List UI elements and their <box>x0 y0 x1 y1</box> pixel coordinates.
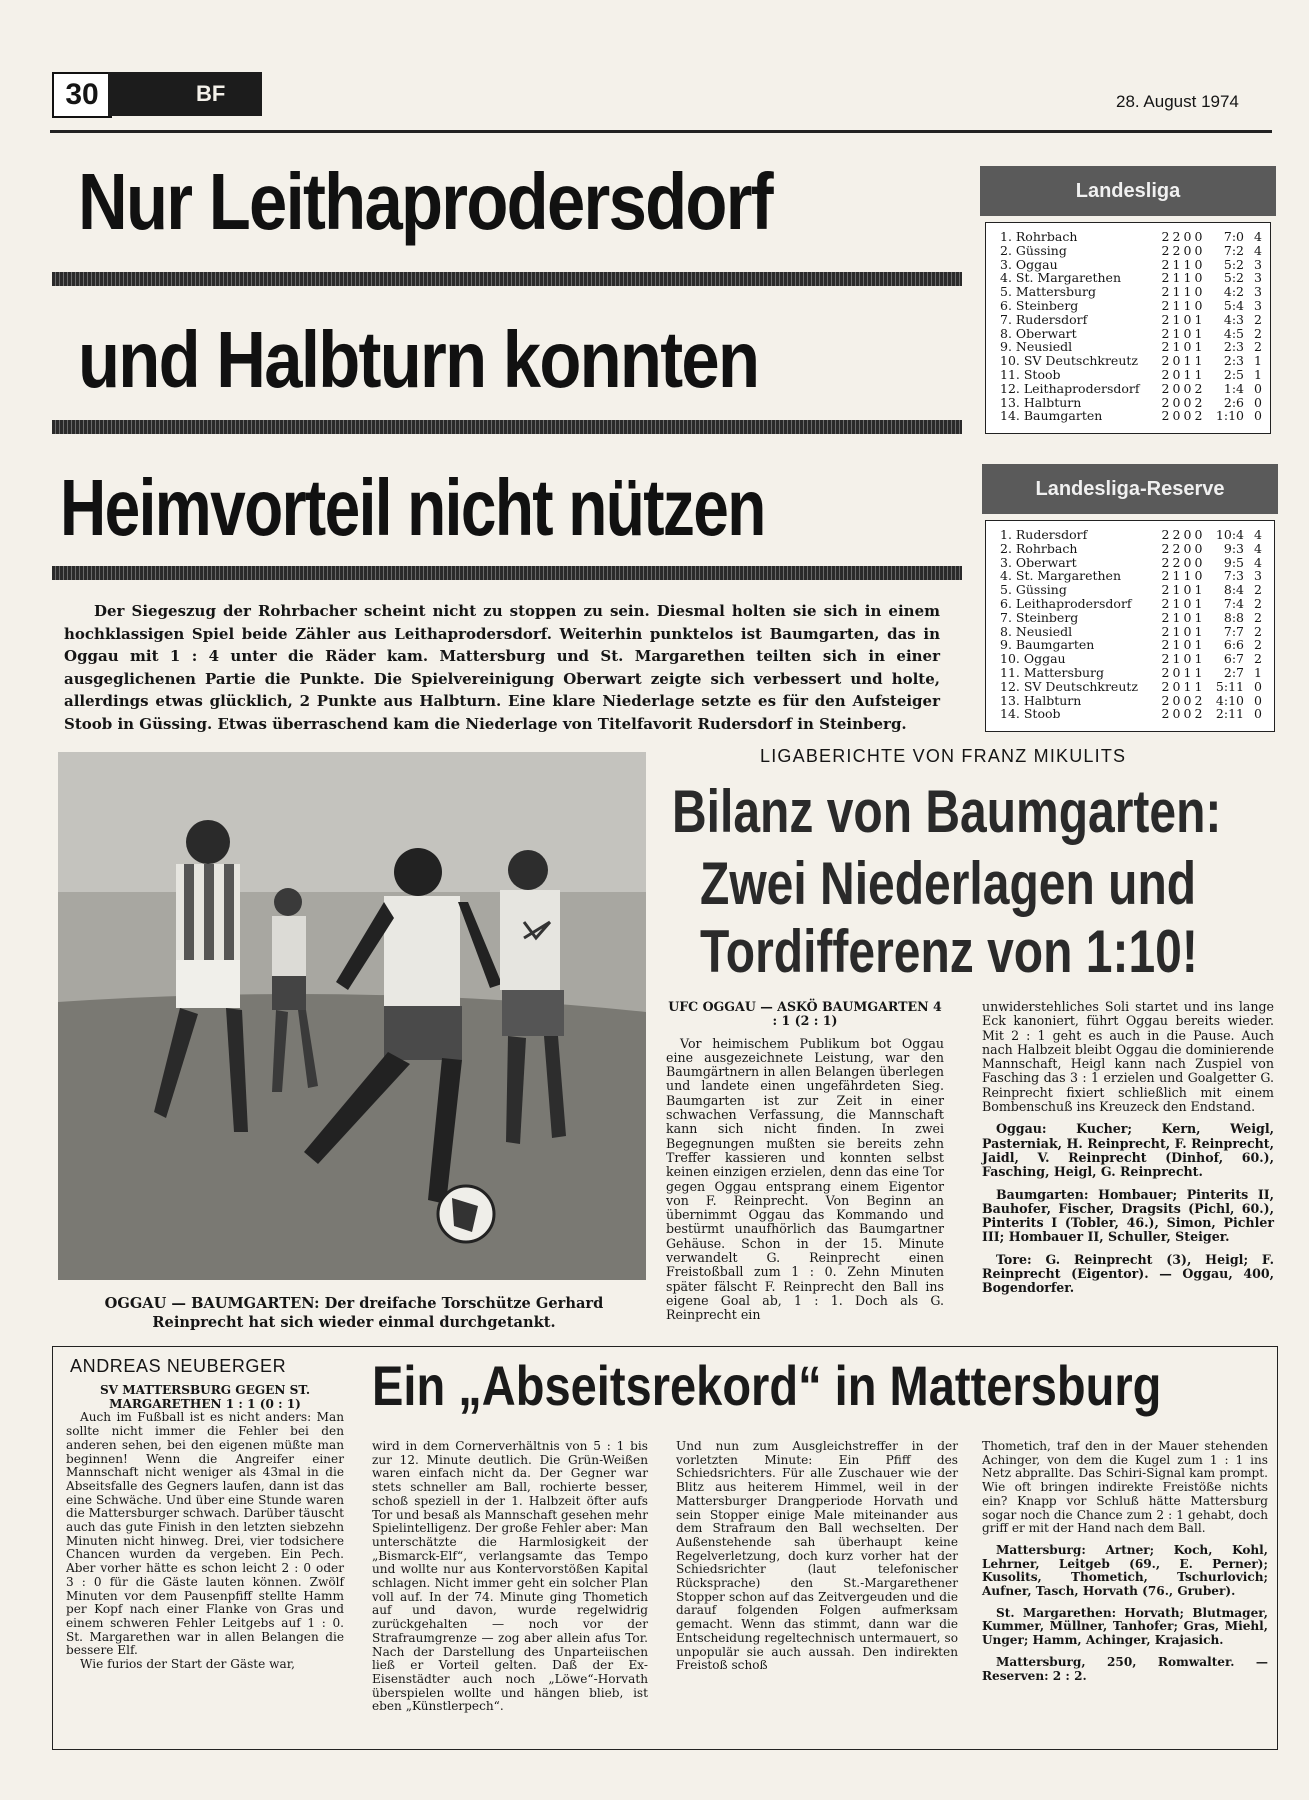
cell-d: 1 <box>1183 297 1192 313</box>
cell-goals: 7:2 <box>1223 242 1244 258</box>
landesliga-title: Landesliga <box>980 166 1276 216</box>
standings-row <box>1000 327 1262 341</box>
cell-d: 1 <box>1183 270 1192 286</box>
cell-team: 11. Mattersburg <box>1000 664 1104 680</box>
cell-pts: 4 <box>1254 527 1262 542</box>
cell-goals: 7:3 <box>1223 568 1244 584</box>
cell-s: 2 <box>1161 339 1170 355</box>
cell-team: 7. Rudersdorf <box>1000 311 1088 327</box>
photo-caption: OGGAU — BAUMGARTEN: Der dreifache Torschütze Gerhard Reinprecht hat sich wieder einmal durchgetankt. <box>104 1295 604 1331</box>
match-photo <box>58 752 646 1280</box>
cell-w: 1 <box>1172 582 1181 598</box>
article2-text-1b: Wie furios der Start der Gäste war, <box>80 1657 296 1672</box>
cell-d: 0 <box>1183 311 1192 327</box>
cell-s: 2 <box>1161 270 1170 286</box>
cell-l: 0 <box>1194 527 1203 542</box>
cell-w: 2 <box>1172 554 1181 570</box>
cell-d: 0 <box>1183 540 1192 556</box>
cell-d: 1 <box>1183 366 1192 382</box>
article2-lineup-mattersburg: Mattersburg: Artner; Koch, Kohl, Lehrner, Leitgeb (69., E. Perner); Kusolits, Thometich, Tschurlovich; Aufner, Tasch, Horvath (76., Gruber). <box>982 1542 1268 1599</box>
cell-pts: 2 <box>1254 595 1262 611</box>
cell-goals: 6:7 <box>1223 651 1244 667</box>
cell-goals: 4:10 <box>1215 692 1244 708</box>
cell-l: 0 <box>1194 229 1203 244</box>
cell-s: 2 <box>1161 595 1170 611</box>
standings-row <box>1000 340 1262 354</box>
cell-pts: 2 <box>1254 339 1262 355</box>
article2-col-2 <box>372 1440 648 1714</box>
cell-l: 1 <box>1194 353 1203 369</box>
cell-l: 1 <box>1194 366 1203 382</box>
cell-s: 2 <box>1161 366 1170 382</box>
cell-w: 1 <box>1172 284 1181 300</box>
cell-pts: 0 <box>1254 706 1262 722</box>
cell-s: 2 <box>1161 325 1170 341</box>
article1-col-1 <box>666 1000 944 1323</box>
cell-d: 1 <box>1183 568 1192 584</box>
cell-w: 1 <box>1172 623 1181 639</box>
cell-d: 1 <box>1183 353 1192 369</box>
byline-neuberger: ANDREAS NEUBERGER <box>70 1356 287 1376</box>
cell-d: 0 <box>1183 229 1192 244</box>
standings-row <box>1000 258 1262 272</box>
cell-pts: 3 <box>1254 284 1262 300</box>
article2-col-4 <box>982 1440 1268 1683</box>
cell-s: 2 <box>1161 408 1170 424</box>
article2-col-1 <box>66 1384 344 1672</box>
cell-d: 0 <box>1183 623 1192 639</box>
cell-w: 1 <box>1172 297 1181 313</box>
cell-team: 8. Neusiedl <box>1000 623 1073 639</box>
cell-w: 0 <box>1172 408 1181 424</box>
page-number: 30 <box>52 72 112 118</box>
cell-w: 1 <box>1172 609 1181 625</box>
cell-s: 2 <box>1161 527 1170 542</box>
cell-s: 2 <box>1161 568 1170 584</box>
cell-s: 2 <box>1161 706 1170 722</box>
cell-team: 12. Leithaprodersdorf <box>1000 380 1140 396</box>
article1-headline-1: Bilanz von Baumgarten: <box>672 778 1222 845</box>
standings-row <box>1000 707 1262 721</box>
cell-goals: 8:8 <box>1223 609 1244 625</box>
cell-goals: 2:5 <box>1223 366 1244 382</box>
cell-l: 1 <box>1194 623 1203 639</box>
cell-w: 1 <box>1172 256 1181 272</box>
cell-goals: 7:4 <box>1223 595 1244 611</box>
standings-row <box>1000 625 1262 639</box>
cell-l: 0 <box>1194 568 1203 584</box>
headline-divider-2 <box>52 420 962 434</box>
standings-row <box>1000 244 1262 258</box>
cell-d: 0 <box>1183 339 1192 355</box>
standings-row <box>1000 354 1262 368</box>
cell-team: 2. Güssing <box>1000 242 1067 258</box>
headline-line-2: und Halbturn konnten <box>78 315 759 404</box>
cell-goals: 2:3 <box>1223 353 1244 369</box>
standings-row <box>1000 368 1262 382</box>
article2-text-2: wird in dem Cornerverhältnis von 5 : 1 bis zur 12. Minute deutlich. Die Grün-Weißen waren einfach nicht da. Der Gegner war stets schneller am Ball, rochierte besser, schoß speziell in der 1. Halbzeit öfter aufs Tor und besaß als Mannschaft gesehen mehr Spielintelligenz. Der große Fehler aber: Man unterschätzte die Harmlosigkeit der „Bismarck-Elf“, verlangsamte das Tempo und wollte nur aus Kontervorstößen Kapital schlagen. Nicht immer geht ein solcher Plan voll auf. In der 74. Minute ging Thometich auf und davon, wurde regelwidrig zurückgehalten — noch vor der Strafraumgrenze — zog aber allein afus Tor. Nach der Darstellung des Unparteiischen ließ er Vorteil gelten. Daß der Ex-Eisenstädter auch noch „Löwe“-Horvath überspielen wollte und hängen blieb, ist eben „Künstlerpech“. <box>372 1439 648 1714</box>
cell-pts: 4 <box>1254 229 1262 244</box>
cell-w: 2 <box>1172 229 1181 244</box>
cell-l: 1 <box>1194 651 1203 667</box>
cell-team: 4. St. Margarethen <box>1000 270 1122 286</box>
cell-d: 0 <box>1183 380 1192 396</box>
cell-w: 1 <box>1172 595 1181 611</box>
cell-l: 0 <box>1194 284 1203 300</box>
cell-team: 4. St. Margarethen <box>1000 568 1122 584</box>
cell-w: 1 <box>1172 339 1181 355</box>
cell-goals: 10:4 <box>1215 527 1244 542</box>
cell-goals: 2:6 <box>1223 394 1244 410</box>
cell-w: 0 <box>1172 706 1181 722</box>
cell-team: 3. Oberwart <box>1000 554 1077 570</box>
cell-w: 0 <box>1172 664 1181 680</box>
cell-pts: 1 <box>1254 366 1262 382</box>
article2-text-3: Und nun zum Ausgleichstreffer in der vorletzten Minute: Ein Pfiff des Schiedsrichters. Für alle Zuschauer wie der Blitz aus heiterem Himmel, weil in der Mattersburger Drangperiode Horvath und sein Stopper einige Male miteinander aus dem Strafraum den Ball wechselten. Der Außenstehende sah überhaupt keine Regelverletzung, doch kurz vorher hat der Schiedsrichter (laut telefonischer Rücksprache) den St.-Margarethener Stopper schon auf das Zeitvergeuden und die darauf folgenden Folgen aufmerksam gemacht. Wenn das stimmt, dann war die Entscheidung regeltechnisch untermauert, so unpopulär sie auch aussah. Den indirekten Freistoß schoß <box>676 1439 958 1673</box>
cell-l: 0 <box>1194 540 1203 556</box>
standings-row <box>1000 638 1262 652</box>
cell-s: 2 <box>1161 651 1170 667</box>
standings-row <box>1000 313 1262 327</box>
article2-text-1: Auch im Fußball ist es nicht anders: Man sollte nicht immer die Fehler bei den anderen sehen, bei den eigenen müßte man beginnen! Wenn die Angreifer einer Mannschaft nicht weniger als 43mal in die Abseitsfalle des Gegners laufen, dann ist das eine Schwäche. Und über eine Stunde waren die Mattersburger schwach. Darüber täuscht auch das gute Finish in den letzten siebzehn Minuten nicht hinweg. Drei, vier todsichere Chancen wurden da vergeben. Ein Pech. Aber vorher hätte es schon leicht 2 : 0 oder 3 : 0 für die Gäste lauten können. Zwölf Minuten vor dem Pausenpfiff stellte Hamm per Kopf nach einer Flanke von Gras und einem schweren Fehler Leitgebs auf 1 : 0. St. Margarethen war in allen Belangen die bessere Elf. <box>66 1410 344 1658</box>
cell-goals: 7:7 <box>1223 623 1244 639</box>
section-tag <box>108 72 262 116</box>
cell-s: 2 <box>1161 609 1170 625</box>
reserve-table <box>985 520 1275 732</box>
cell-goals: 8:4 <box>1223 582 1244 598</box>
cell-goals: 2:7 <box>1223 664 1244 680</box>
cell-goals: 1:10 <box>1215 408 1244 424</box>
article1-body-cont: unwiderstehliches Soli startet und ins lange Eck kanoniert, führt Oggau bereits wieder. Mit 2 : 1 geht es auch in die Pause. Auch nach Halbzeit bleibt Oggau die dominierende Mannschaft, Heigl kann nach Zuspiel von Fasching das 3 : 1 erzielen und Goalgetter G. Reinprecht fixiert schließlich mit einem Bombenschuß ins Kreuzeck den Endstand. <box>982 999 1274 1115</box>
cell-team: 3. Oggau <box>1000 256 1058 272</box>
cell-s: 2 <box>1161 678 1170 694</box>
landesliga-table <box>985 222 1271 434</box>
standings-row <box>1000 597 1262 611</box>
cell-pts: 4 <box>1254 554 1262 570</box>
article1-lineup-oggau: Oggau: Kucher; Kern, Weigl, Pasterniak, H. Reinprecht, F. Reinprecht, Jaidl, V. Reinprecht (Dinhof, 60.), Fasching, Heigl, G. Reinprecht. <box>982 1121 1274 1180</box>
cell-s: 2 <box>1161 284 1170 300</box>
cell-pts: 4 <box>1254 540 1262 556</box>
standings-row <box>1000 271 1262 285</box>
cell-goals: 9:5 <box>1223 554 1244 570</box>
cell-s: 2 <box>1161 664 1170 680</box>
cell-s: 2 <box>1161 311 1170 327</box>
cell-s: 2 <box>1161 297 1170 313</box>
cell-pts: 3 <box>1254 256 1262 272</box>
cell-pts: 0 <box>1254 408 1262 424</box>
cell-pts: 4 <box>1254 242 1262 258</box>
headline-divider-3 <box>52 566 962 580</box>
cell-w: 0 <box>1172 353 1181 369</box>
issue-date: 28. August 1974 <box>1116 92 1239 111</box>
header-rule <box>50 130 1272 133</box>
cell-w: 1 <box>1172 311 1181 327</box>
cell-l: 1 <box>1194 609 1203 625</box>
cell-team: 13. Halbturn <box>1000 394 1082 410</box>
standings-row <box>1000 542 1262 556</box>
cell-team: 5. Mattersburg <box>1000 284 1097 300</box>
standings-row <box>1000 569 1262 583</box>
cell-goals: 5:11 <box>1215 678 1244 694</box>
cell-d: 0 <box>1183 408 1192 424</box>
football-players-illustration <box>58 752 646 1280</box>
cell-pts: 0 <box>1254 380 1262 396</box>
cell-d: 0 <box>1183 582 1192 598</box>
cell-l: 1 <box>1194 325 1203 341</box>
cell-l: 2 <box>1194 380 1203 396</box>
article1-match-line: UFC OGGAU — ASKÖ BAUMGARTEN 4 : 1 (2 : 1) <box>668 999 942 1029</box>
cell-d: 0 <box>1183 527 1192 542</box>
cell-w: 1 <box>1172 651 1181 667</box>
cell-goals: 1:4 <box>1223 380 1244 396</box>
cell-s: 2 <box>1161 394 1170 410</box>
standings-row <box>1000 694 1262 708</box>
cell-team: 13. Halbturn <box>1000 692 1082 708</box>
cell-pts: 2 <box>1254 623 1262 639</box>
lead-paragraph: Der Siegeszug der Rohrbacher scheint nicht zu stoppen zu sein. Diesmal holten sie sich in einem hochklassigen Spiel beide Zähler aus Leithaprodersdorf. Weiterhin punktelos ist Baumgarten, das in Oggau mit 1 : 4 unter die Räder kam. Mattersburg und St. Margarethen teilten sich in einer ausgeglichenen Partie die Punkte. Die Spielvereinigung Oberwart zeigte sich verbessert und holte, allerdings etwas glücklich, 2 Punkte aus Halbturn. Eine klare Niederlage setzte es für den Aufsteiger Stoob in Güssing. Etwas überraschend kam die Niederlage von Titelfavorit Rudersdorf in Steinberg. <box>64 602 940 733</box>
standings-row <box>1000 611 1262 625</box>
cell-s: 2 <box>1161 380 1170 396</box>
cell-l: 1 <box>1194 678 1203 694</box>
cell-pts: 1 <box>1254 664 1262 680</box>
cell-goals: 5:4 <box>1223 297 1244 313</box>
cell-team: 10. Oggau <box>1000 651 1066 667</box>
cell-l: 0 <box>1194 297 1203 313</box>
cell-s: 2 <box>1161 623 1170 639</box>
standings-row <box>1000 409 1262 423</box>
cell-d: 0 <box>1183 554 1192 570</box>
article1-headline-3: Tordifferenz von 1:10! <box>700 918 1198 985</box>
cell-w: 0 <box>1172 678 1181 694</box>
cell-w: 0 <box>1172 366 1181 382</box>
cell-d: 0 <box>1183 651 1192 667</box>
cell-l: 1 <box>1194 595 1203 611</box>
standings-row <box>1000 285 1262 299</box>
cell-team: 6. Leithaprodersdorf <box>1000 595 1132 611</box>
cell-w: 0 <box>1172 692 1181 708</box>
cell-s: 2 <box>1161 554 1170 570</box>
cell-goals: 2:11 <box>1215 706 1244 722</box>
cell-w: 1 <box>1172 637 1181 653</box>
standings-row <box>1000 299 1262 313</box>
cell-team: 7. Steinberg <box>1000 609 1079 625</box>
cell-team: 9. Baumgarten <box>1000 637 1095 653</box>
cell-team: 1. Rudersdorf <box>1000 527 1088 542</box>
cell-team: 12. SV Deutschkreutz <box>1000 678 1138 694</box>
cell-goals: 4:3 <box>1223 311 1244 327</box>
article2-lineup-margarethen: St. Margarethen: Horvath; Blutmager, Kummer, Müllner, Tanhofer; Gras, Miehl, Unger; Hamm, Achinger, Krajasich. <box>982 1605 1268 1648</box>
cell-pts: 0 <box>1254 692 1262 708</box>
cell-w: 2 <box>1172 527 1181 542</box>
cell-pts: 2 <box>1254 311 1262 327</box>
standings-row <box>1000 396 1262 410</box>
cell-goals: 4:2 <box>1223 284 1244 300</box>
standings-row <box>1000 583 1262 597</box>
landesliga-standings <box>1000 230 1262 423</box>
cell-pts: 1 <box>1254 353 1262 369</box>
cell-w: 1 <box>1172 568 1181 584</box>
cell-goals: 5:2 <box>1223 256 1244 272</box>
cell-goals: 4:5 <box>1223 325 1244 341</box>
standings-row <box>1000 680 1262 694</box>
cell-pts: 3 <box>1254 270 1262 286</box>
article2-headline: Ein „Abseitsrekord“ in Mattersburg <box>372 1354 1162 1417</box>
article1-col-2 <box>982 1000 1274 1296</box>
cell-team: 9. Neusiedl <box>1000 339 1073 355</box>
cell-l: 2 <box>1194 706 1203 722</box>
cell-s: 2 <box>1161 256 1170 272</box>
cell-goals: 9:3 <box>1223 540 1244 556</box>
cell-l: 2 <box>1194 394 1203 410</box>
cell-d: 0 <box>1183 609 1192 625</box>
cell-w: 2 <box>1172 540 1181 556</box>
article2-text-4: Thometich, traf den in der Mauer stehenden Achinger, von dem die Kugel zum 1 : 1 ins Netz abprallte. Das Schiri-Signal kam prompt. Wie oft bringen indirekte Freistöße nichts ein? Knapp vor Schluß hätte Mattersburg sogar noch die Chance zum 2 : 1 gehabt, doch griff er mit der Hand nach dem Ball. <box>982 1439 1268 1536</box>
cell-team: 1. Rohrbach <box>1000 229 1078 244</box>
cell-l: 1 <box>1194 311 1203 327</box>
cell-d: 1 <box>1183 284 1192 300</box>
cell-pts: 0 <box>1254 394 1262 410</box>
cell-s: 2 <box>1161 540 1170 556</box>
article2-match-line: SV MATTERSBURG GEGEN ST. MARGARETHEN 1 : 1 (0 : 1) <box>99 1383 311 1411</box>
cell-d: 1 <box>1183 256 1192 272</box>
cell-w: 1 <box>1172 270 1181 286</box>
cell-team: 14. Baumgarten <box>1000 408 1103 424</box>
cell-d: 0 <box>1183 595 1192 611</box>
cell-l: 1 <box>1194 339 1203 355</box>
cell-d: 0 <box>1183 394 1192 410</box>
cell-goals: 6:6 <box>1223 637 1244 653</box>
reserve-title: Landesliga-Reserve <box>982 464 1278 514</box>
section-label: BF <box>196 81 226 106</box>
cell-l: 1 <box>1194 582 1203 598</box>
cell-team: 8. Oberwart <box>1000 325 1077 341</box>
cell-team: 2. Rohrbach <box>1000 540 1078 556</box>
cell-pts: 2 <box>1254 582 1262 598</box>
cell-l: 0 <box>1194 270 1203 286</box>
cell-w: 2 <box>1172 242 1181 258</box>
cell-d: 1 <box>1183 664 1192 680</box>
headline-line-3: Heimvorteil nicht nützen <box>60 463 765 552</box>
cell-l: 1 <box>1194 637 1203 653</box>
cell-d: 0 <box>1183 325 1192 341</box>
standings-row <box>1000 230 1262 244</box>
cell-pts: 2 <box>1254 651 1262 667</box>
headline-line-1: Nur Leithaprodersdorf <box>78 157 772 246</box>
cell-l: 2 <box>1194 692 1203 708</box>
cell-w: 1 <box>1172 325 1181 341</box>
cell-d: 0 <box>1183 692 1192 708</box>
cell-d: 0 <box>1183 637 1192 653</box>
cell-team: 6. Steinberg <box>1000 297 1079 313</box>
article1-lineup-baumgarten: Baumgarten: Hombauer; Pinterits II, Bauhofer, Fischer, Dragsits (Pichl, 60.), Pinterits I (Tobler, 46.), Simon, Pichler III; Hombauer II, Schuller, Steiger. <box>982 1186 1274 1245</box>
headline-divider-1 <box>52 272 962 286</box>
standings-row <box>1000 652 1262 666</box>
cell-pts: 3 <box>1254 297 1262 313</box>
cell-pts: 2 <box>1254 325 1262 341</box>
cell-pts: 3 <box>1254 568 1262 584</box>
cell-l: 1 <box>1194 664 1203 680</box>
cell-pts: 2 <box>1254 609 1262 625</box>
standings-row <box>1000 556 1262 570</box>
standings-row <box>1000 666 1262 680</box>
cell-w: 0 <box>1172 394 1181 410</box>
cell-d: 0 <box>1183 242 1192 258</box>
cell-s: 2 <box>1161 637 1170 653</box>
cell-goals: 7:0 <box>1223 229 1244 244</box>
cell-team: 5. Güssing <box>1000 582 1067 598</box>
cell-team: 10. SV Deutschkreutz <box>1000 353 1138 369</box>
cell-goals: 2:3 <box>1223 339 1244 355</box>
cell-s: 2 <box>1161 229 1170 244</box>
reserve-standings <box>1000 528 1262 721</box>
cell-pts: 0 <box>1254 678 1262 694</box>
standings-row <box>1000 528 1262 542</box>
cell-w: 0 <box>1172 380 1181 396</box>
cell-s: 2 <box>1161 242 1170 258</box>
cell-s: 2 <box>1161 353 1170 369</box>
cell-l: 0 <box>1194 242 1203 258</box>
cell-s: 2 <box>1161 692 1170 708</box>
cell-d: 1 <box>1183 678 1192 694</box>
article2-result: Mattersburg, 250, Romwalter. — Reserven: 2 : 2. <box>982 1654 1268 1683</box>
cell-team: 11. Stoob <box>1000 366 1061 382</box>
cell-l: 0 <box>1194 256 1203 272</box>
standings-row <box>1000 382 1262 396</box>
cell-l: 2 <box>1194 408 1203 424</box>
cell-l: 0 <box>1194 554 1203 570</box>
cell-d: 0 <box>1183 706 1192 722</box>
article1-headline-2: Zwei Niederlagen und <box>700 850 1197 917</box>
cell-team: 14. Stoob <box>1000 706 1061 722</box>
article1-scorers: Tore: G. Reinprecht (3), Heigl; F. Reinprecht (Eigentor). — Oggau, 400, Bogendorfer. <box>982 1251 1274 1296</box>
cell-goals: 5:2 <box>1223 270 1244 286</box>
cell-pts: 2 <box>1254 637 1262 653</box>
byline-mikulits: LIGABERICHTE VON FRANZ MIKULITS <box>760 746 1127 766</box>
article1-body: Vor heimischem Publikum bot Oggau eine ausgezeichnete Leistung, war den Baumgärtnern in allen Belangen überlegen und landete einen ungefährdeten Sieg. Baumgarten ist zur Zeit in einer schwachen Verfassung, die Mannschaft kann sich nicht finden. In zwei Begegnungen mußten sie bereits zehn Treffer kassieren und konnten selbst keinen einzigen erzielen, denn das eine Tor gegen Oggau entsprang einem Eigentor von F. Reinprecht. Von Beginn an übernimmt Oggau das Kommando und bestürmt unaufhörlich das Baumgartner Gehäuse. Schon in der 15. Minute verwandelt G. Reinprecht einen Freistoßball zum 1 : 0. Zehn Minuten später fälscht F. Reinprecht den Ball ins eigene Goal ab, 1 : 1. Doch als G. Reinprecht ein <box>666 1035 944 1323</box>
cell-s: 2 <box>1161 582 1170 598</box>
article2-col-3 <box>676 1440 958 1673</box>
